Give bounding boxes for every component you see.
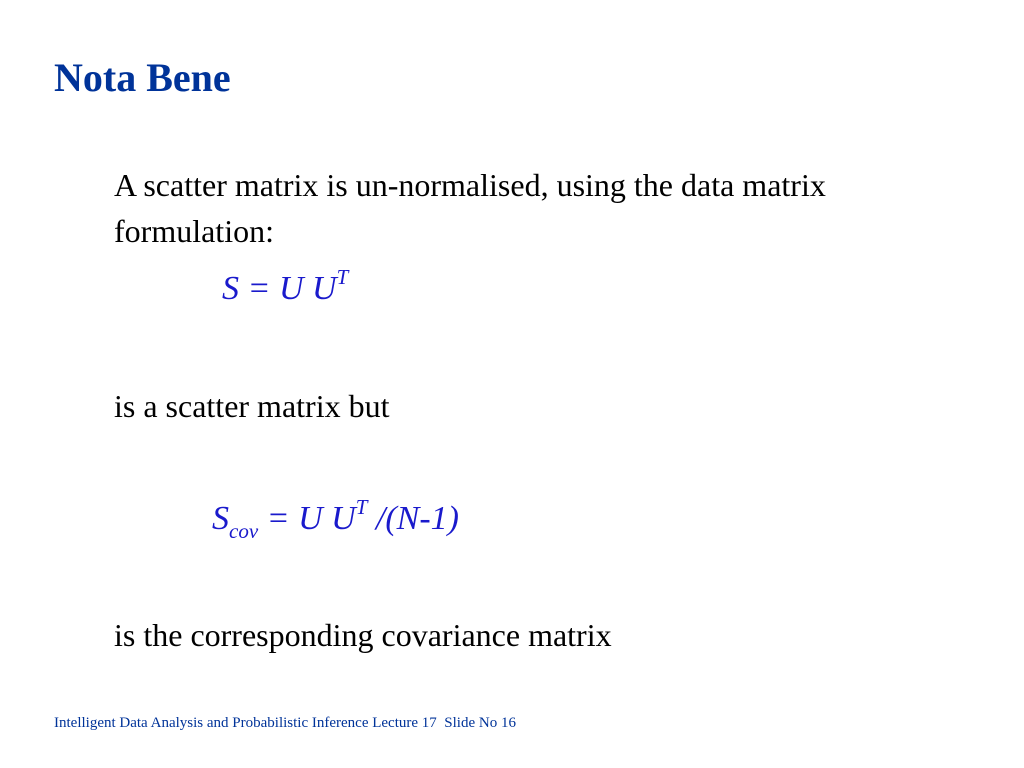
formula-1-operator: = xyxy=(239,270,279,307)
scatter-matrix-formula xyxy=(222,265,349,307)
formula-1-rhs: U U xyxy=(278,270,337,307)
formula-2-transpose-superscript: T xyxy=(355,495,368,519)
slide-footer: Intelligent Data Analysis and Probabilistic Inference Lecture 17 Slide No 16 xyxy=(54,715,516,731)
middle-paragraph: is a scatter matrix but xyxy=(114,388,390,424)
formula-1-lhs: S xyxy=(222,270,239,307)
closing-paragraph: is the corresponding covariance matrix xyxy=(114,617,612,653)
intro-paragraph: A scatter matrix is un-normalised, using the data matrix formulation: xyxy=(114,167,826,249)
slide-title: Nota Bene xyxy=(54,55,231,100)
formula-1-transpose-superscript: T xyxy=(336,265,349,289)
formula-2-cov-subscript: cov xyxy=(229,519,259,543)
formula-2-lhs: S xyxy=(212,500,229,537)
formula-2-divisor: /(N-1) xyxy=(367,500,459,537)
covariance-matrix-formula xyxy=(212,495,459,543)
formula-2-rhs: U U xyxy=(298,500,356,537)
formula-2-operator: = xyxy=(258,500,299,537)
